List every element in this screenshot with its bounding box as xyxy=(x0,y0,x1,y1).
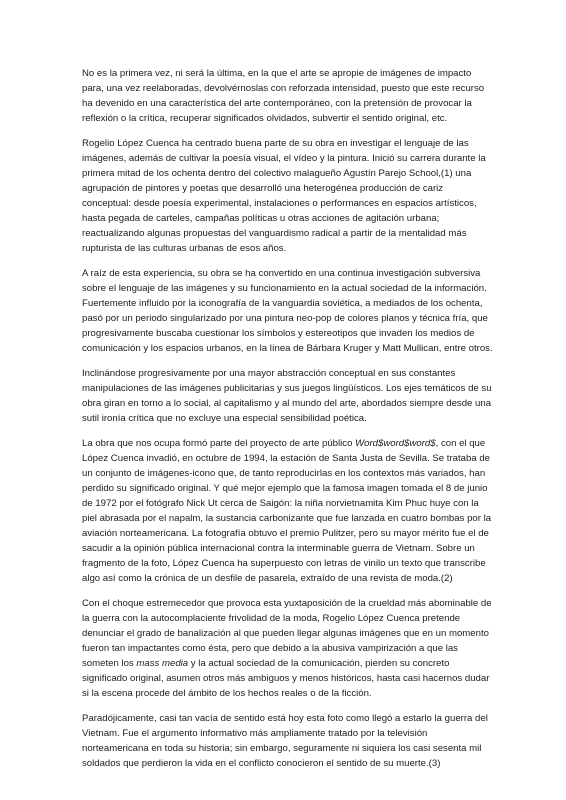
paragraph-3 xyxy=(82,266,494,356)
paragraph-5-text-b: , con el que López Cuenca invadió, en octubre de 1994, la estación de Santa Justa de Sevilla. Se trataba de un conjunto de imágenes-icono que, de tanto reproducirlas en los contextos más variados, han perdido su significado original. Y qué mejor ejemplo que la famosa imagen tomada el 8 de junio de 1972 por el fotógrafo Nick Ut cerca de Saigón: la niña norvietnamita Kim Phuc huye con la piel abrasada por el napalm, la sustancia carbonizante que fue lanzada en cuatro bombas por la aviación norteamericana. La fotografía obtuvo el premio Pulitzer, pero su mayor mérito fue el de sacudir a la opinión pública internacional contra la interminable guerra de Vietnam. Sobre un fragmento de la foto, López Cuenca ha superpuesto con letras de vinilo un texto que transcribe algo así como la crónica de un desfile de pasarela, extraído de una revista de moda.(2) xyxy=(82,438,492,584)
paragraph-6 xyxy=(82,596,494,701)
paragraph-6-text-a: Con el choque estremecedor que provoca esta yuxtaposición de la crueldad más abominable de la guerra con la autocomplaciente frivolidad de la moda, Rogelio López Cuenca pretende denunciar el grado de banalización al que pueden llegar algunas imágenes que en un momento fueron tan impactantes como ésta, pero que debido a la abusiva vampirización a que las someten los xyxy=(82,598,492,669)
artwork-title: Word$word$word$ xyxy=(355,438,436,449)
paragraph-2-text: Rogelio López Cuenca ha centrado buena parte de su obra en investigar el lenguaje de las imágenes, además de cultivar la poesía visual, el vídeo y la pintura. Inició su carrera durante la primera mitad de los ochenta dentro del colectivo malagueño Agustín Parejo School,(1) una agrupación de pintores y poetas que desarrolló una heterogénea producción de cariz conceptual: desde poesía experimental, instalaciones o performances en espacios artísticos, hasta pegada de carteles, campañas políticas u otras acciones de agitación urbana; reactualizando algunas propuestas del vanguardismo radical a partir de la mentalidad más rupturista de las culturas urbanas de esos años. xyxy=(82,138,486,254)
paragraph-3-text: A raíz de esta experiencia, su obra se ha convertido en una continua investigación subversiva sobre el lenguaje de las imágenes y su funcionamiento en la actual sociedad de la información. Fuertemente influido por la iconografía de la vanguardia soviética, a mediados de los ochenta, pasó por un periodo singularizado por una pintura neo-pop de colores planos y técnica fría, que progresivamente buscaba cuestionar los símbolos y estereotipos que invaden los medios de comunicación y los espacios urbanos, en la línea de Bárbara Kruger y Matt Mullican, entre otros. xyxy=(82,268,493,354)
paragraph-6-text-b: y la actual sociedad de la comunicación, pierden su concreto significado original, asumen otros más ambiguos y menos históricos, hasta casi hacernos dudar si la escena procede del ámbito de los hechos reales o de la ficción. xyxy=(82,658,490,699)
paragraph-1 xyxy=(82,66,494,126)
paragraph-7-text: Paradójicamente, casi tan vacía de sentido está hoy esta foto como llegó a estarlo la guerra del Vietnam. Fue el argumento informativo más ampliamente tratado por la televisión norteamericana en toda su historia; sin embargo, seguramente ni siquiera los casi sesenta mil soldados que perdieron la vida en el conflicto conocieron el sentido de su muerte.(3) xyxy=(82,713,488,769)
paragraph-5-text-a: La obra que nos ocupa formó parte del proyecto de arte público xyxy=(82,438,356,449)
mass-media-term: mass media xyxy=(136,658,189,669)
document-page xyxy=(82,66,494,771)
paragraph-4 xyxy=(82,366,494,426)
paragraph-4-text: Inclinándose progresivamente por una mayor abstracción conceptual en sus constantes manipulaciones de las imágenes publicitarias y sus juegos lingüísticos. Los ejes temáticos de su obra giran en torno a lo social, al capitalismo y al mundo del arte, abordados siempre desde una sutil ironía crítica que no excluye una especial sensibilidad poética. xyxy=(82,368,492,424)
paragraph-1-text: No es la primera vez, ni será la última, en la que el arte se apropie de imágenes de impacto para, una vez reelaboradas, devolvérnoslas con reforzada intensidad, puesto que este recurso ha devenido en una característica del arte contemporáneo, con la pretensión de provocar la reflexión o la crítica, recuperar significados olvidados, subvertir el sentido original, etc. xyxy=(82,68,485,124)
paragraph-5 xyxy=(82,436,494,586)
paragraph-7 xyxy=(82,711,494,771)
paragraph-2 xyxy=(82,136,494,256)
